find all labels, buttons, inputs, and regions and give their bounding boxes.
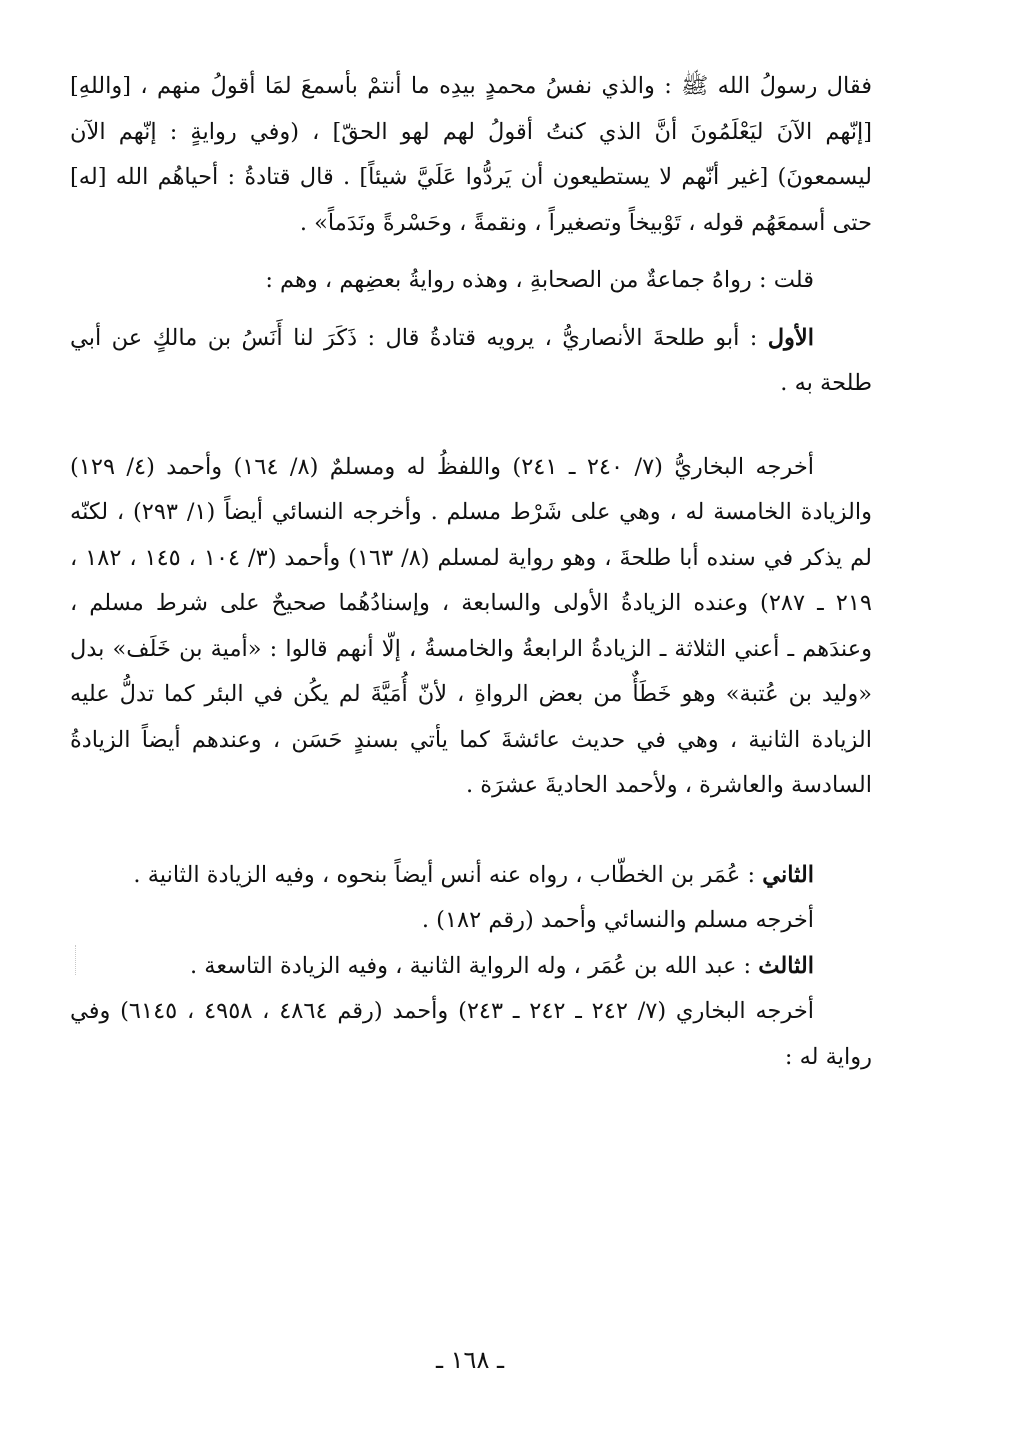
page-body [70, 64, 872, 1080]
third-narrator-label: الثالث [758, 952, 814, 979]
takhrij-paragraph-2: أخرجه مسلم والنسائي وأحمد (رقم ١٨٢) . [421, 907, 814, 933]
first-narrator-text: : أبو طلحةَ الأنصاريُّ ، يرويه قتادةُ قال : ذَكَرَ لنا أَنَسُ بن مالكٍ عن أبي طلحة به . [70, 324, 872, 396]
hadith-quote-paragraph: فقال رسولُ الله ﷺ : والذي نفسُ محمدٍ بيدِه ما أنتمْ بأسمعَ لمَا أقولُ منهم ، [واللهِ] [إنّهم الآنَ ليَعْلَمُونَ أنَّ الذي كنتُ أقولُ لهم لهو الحقّ] ، (وفي روايةٍ : إنّهم الآن ليسمعونَ) [غير أنّهم لا يستطيعون أن يَردُّوا عَلَيَّ شيئاً] . قال قتادةُ : أحياهُم الله [له] حتى أسمعَهُم قوله ، تَوْبيخاً وتصغيراً ، ونقمةً ، وحَسْرةً ونَدَماً» . [70, 73, 872, 236]
first-narrator-paragraph [70, 316, 872, 407]
second-narrator-label: الثاني [762, 861, 814, 888]
takhrij-paragraph-1: أخرجه البخاريُّ (٧/ ٢٤٠ ـ ٢٤١) واللفظُ له ومسلمٌ (٨/ ١٦٤) وأحمد (٤/ ١٢٩) والزيادة الخامسة له ، وهي على شَرْط مسلم . وأخرجه النسائي أيضاً (١/ ٢٩٣) ، لكنّه لم يذكر في سنده أبا طلحةَ ، وهو رواية لمسلم (٨/ ١٦٣) وأحمد (٣/ ١٠٤ ، ١٤٥ ، ١٨٢ ، ٢١٩ ـ ٢٨٧) وعنده الزيادةُ الأولى والسابعة ، وإسنادُهُما صحيحٌ على شرط مسلم ، وعندَهم ـ أعني الثلاثة ـ الزيادةُ الرابعةُ والخامسةُ ، إلّا أنهم قالوا : «أمية بن خَلَف» بدل «وليد بن عُتبة» وهو خَطَأٌ من بعض الرواةِ ، لأنّ أُمَيَّةَ لم يكُن في البئر كما تدلُّ عليه الزيادة الثانية ، وهي في حديث عائشةَ كما يأتي بسندٍ حَسَن ، وعندهم أيضاً الزيادةُ السادسة والعاشرة ، ولأحمد الحاديةَ عشرَة . [70, 453, 873, 798]
second-narrator-paragraph [70, 853, 872, 899]
first-narrator-label: الأول [767, 324, 814, 351]
second-narrator-text: : عُمَر بن الخطّاب ، رواه عنه أنس أيضاً بنحوه ، وفيه الزيادة الثانية . [133, 861, 763, 888]
commentary-paragraph: قلت : رواهُ جماعةٌ من الصحابةِ ، وهذه روايةُ بعضِهم ، وهم : [265, 267, 814, 293]
takhrij-paragraph-3: أخرجه البخاري (٧/ ٢٤٢ ـ ٢٤٢ ـ ٢٤٣) وأحمد (رقم ٤٨٦٤ ، ٤٩٥٨ ، ٦١٤٥) وفي رواية له : [70, 998, 872, 1070]
page-number: ـ ١٦٨ ـ [435, 1346, 504, 1374]
scan-gutter-mark [75, 945, 78, 975]
main-text [70, 64, 872, 1080]
third-narrator-paragraph [70, 944, 872, 990]
third-narrator-text: : عبد الله بن عُمَر ، وله الرواية الثانية ، وفيه الزيادة التاسعة . [189, 952, 759, 979]
